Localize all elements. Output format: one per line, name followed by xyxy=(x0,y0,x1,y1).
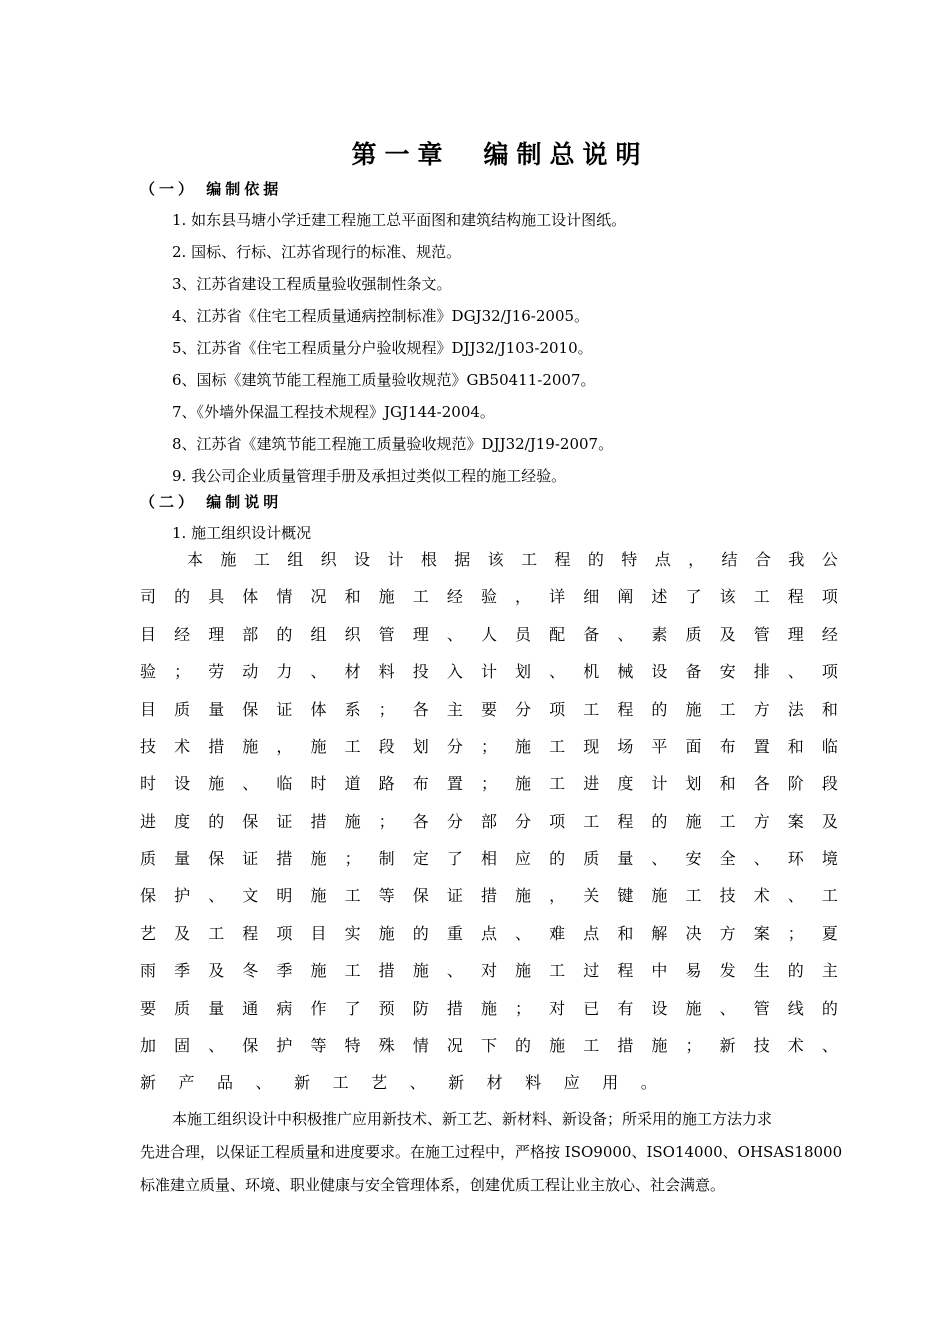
basis-item: 5、江苏省《住宅工程质量分户验收规程》DJJ32/J103-2010。 xyxy=(172,339,593,357)
paragraph-line: 技 术 措 施 ， 施 工 段 划 分 ； 施 工 现 场 平 面 布 置 和 临 xyxy=(140,737,838,756)
paragraph-line: 验 ； 劳 动 力 、 材 料 投 入 计 划 、 机 械 设 备 安 排 、 项 xyxy=(140,662,838,681)
paragraph-line: 标准建立质量、环境、职业健康与安全管理体系，创建优质工程让业主放心、社会满意。 xyxy=(140,1176,726,1194)
paragraph-line: 目 质 量 保 证 体 系 ； 各 主 要 分 项 工 程 的 施 工 方 法 和 xyxy=(140,700,838,719)
basis-item: 2. 国标、行标、江苏省现行的标准、规范。 xyxy=(172,243,462,261)
basis-item: 7、《外墙外保温工程技术规程》JGJ144-2004。 xyxy=(172,403,495,421)
section-heading-basis: （一） 编制依据 xyxy=(140,180,283,198)
paragraph-line: 雨 季 及 冬 季 施 工 措 施 、 对 施 工 过 程 中 易 发 生 的 主 xyxy=(140,961,838,980)
paragraph-line: 目 经 理 部 的 组 织 管 理 、 人 员 配 备 、 素 质 及 管 理 经 xyxy=(140,625,838,644)
paragraph-line: 质 量 保 证 措 施 ； 制 定 了 相 应 的 质 量 、 安 全 、 环 境 xyxy=(140,849,838,868)
paragraph-line: 先进合理，以保证工程质量和进度要求。在施工过程中，严格按 ISO9000、ISO14000、OHSAS18000 xyxy=(140,1143,843,1161)
paragraph-line: 保 护 、 文 明 施 工 等 保 证 措 施 ， 关 键 施 工 技 术 、 工 xyxy=(140,886,838,905)
basis-item: 1. 如东县马塘小学迁建工程施工总平面图和建筑结构施工设计图纸。 xyxy=(172,211,627,229)
paragraph-line: 艺 及 工 程 项 目 实 施 的 重 点 、 难 点 和 解 决 方 案 ； 夏 xyxy=(140,924,838,943)
subheading-overview: 1. 施工组织设计概况 xyxy=(172,524,312,542)
basis-item: 3、江苏省建设工程质量验收强制性条文。 xyxy=(172,275,452,293)
paragraph-line: 本施工组织设计中积极推广应用新技术、新工艺、新材料、新设备；所采用的施工方法力求 xyxy=(172,1110,773,1128)
basis-item: 4、江苏省《住宅工程质量通病控制标准》DGJ32/J16-2005。 xyxy=(172,307,590,325)
section-heading-explanation: （二） 编制说明 xyxy=(140,493,283,511)
paragraph-line: 进 度 的 保 证 措 施 ； 各 分 部 分 项 工 程 的 施 工 方 案 及 xyxy=(140,812,838,831)
paragraph-line: 司 的 具 体 情 况 和 施 工 经 验 ， 详 细 阐 述 了 该 工 程 项 xyxy=(140,587,838,606)
paragraph-line: 新 产 品 、 新 工 艺 、 新 材 料 应 用 。 xyxy=(140,1073,657,1092)
basis-item: 8、江苏省《建筑节能工程施工质量验收规范》DJJ32/J19-2007。 xyxy=(172,435,614,453)
paragraph-line: 加 固 、 保 护 等 特 殊 情 况 下 的 施 工 措 施 ； 新 技 术 、 xyxy=(140,1036,838,1055)
chapter-title: 第一章 编制总说明 xyxy=(351,140,649,169)
basis-item: 9. 我公司企业质量管理手册及承担过类似工程的施工经验。 xyxy=(172,467,567,485)
paragraph-line: 本 施 工 组 织 设 计 根 据 该 工 程 的 特 点 ， 结 合 我 公 xyxy=(187,550,838,569)
paragraph-line: 时 设 施 、 临 时 道 路 布 置 ； 施 工 进 度 计 划 和 各 阶 段 xyxy=(140,774,838,793)
basis-item: 6、国标《建筑节能工程施工质量验收规范》GB50411-2007。 xyxy=(172,371,596,389)
paragraph-line: 要 质 量 通 病 作 了 预 防 措 施 ； 对 已 有 设 施 、 管 线 的 xyxy=(140,999,838,1018)
